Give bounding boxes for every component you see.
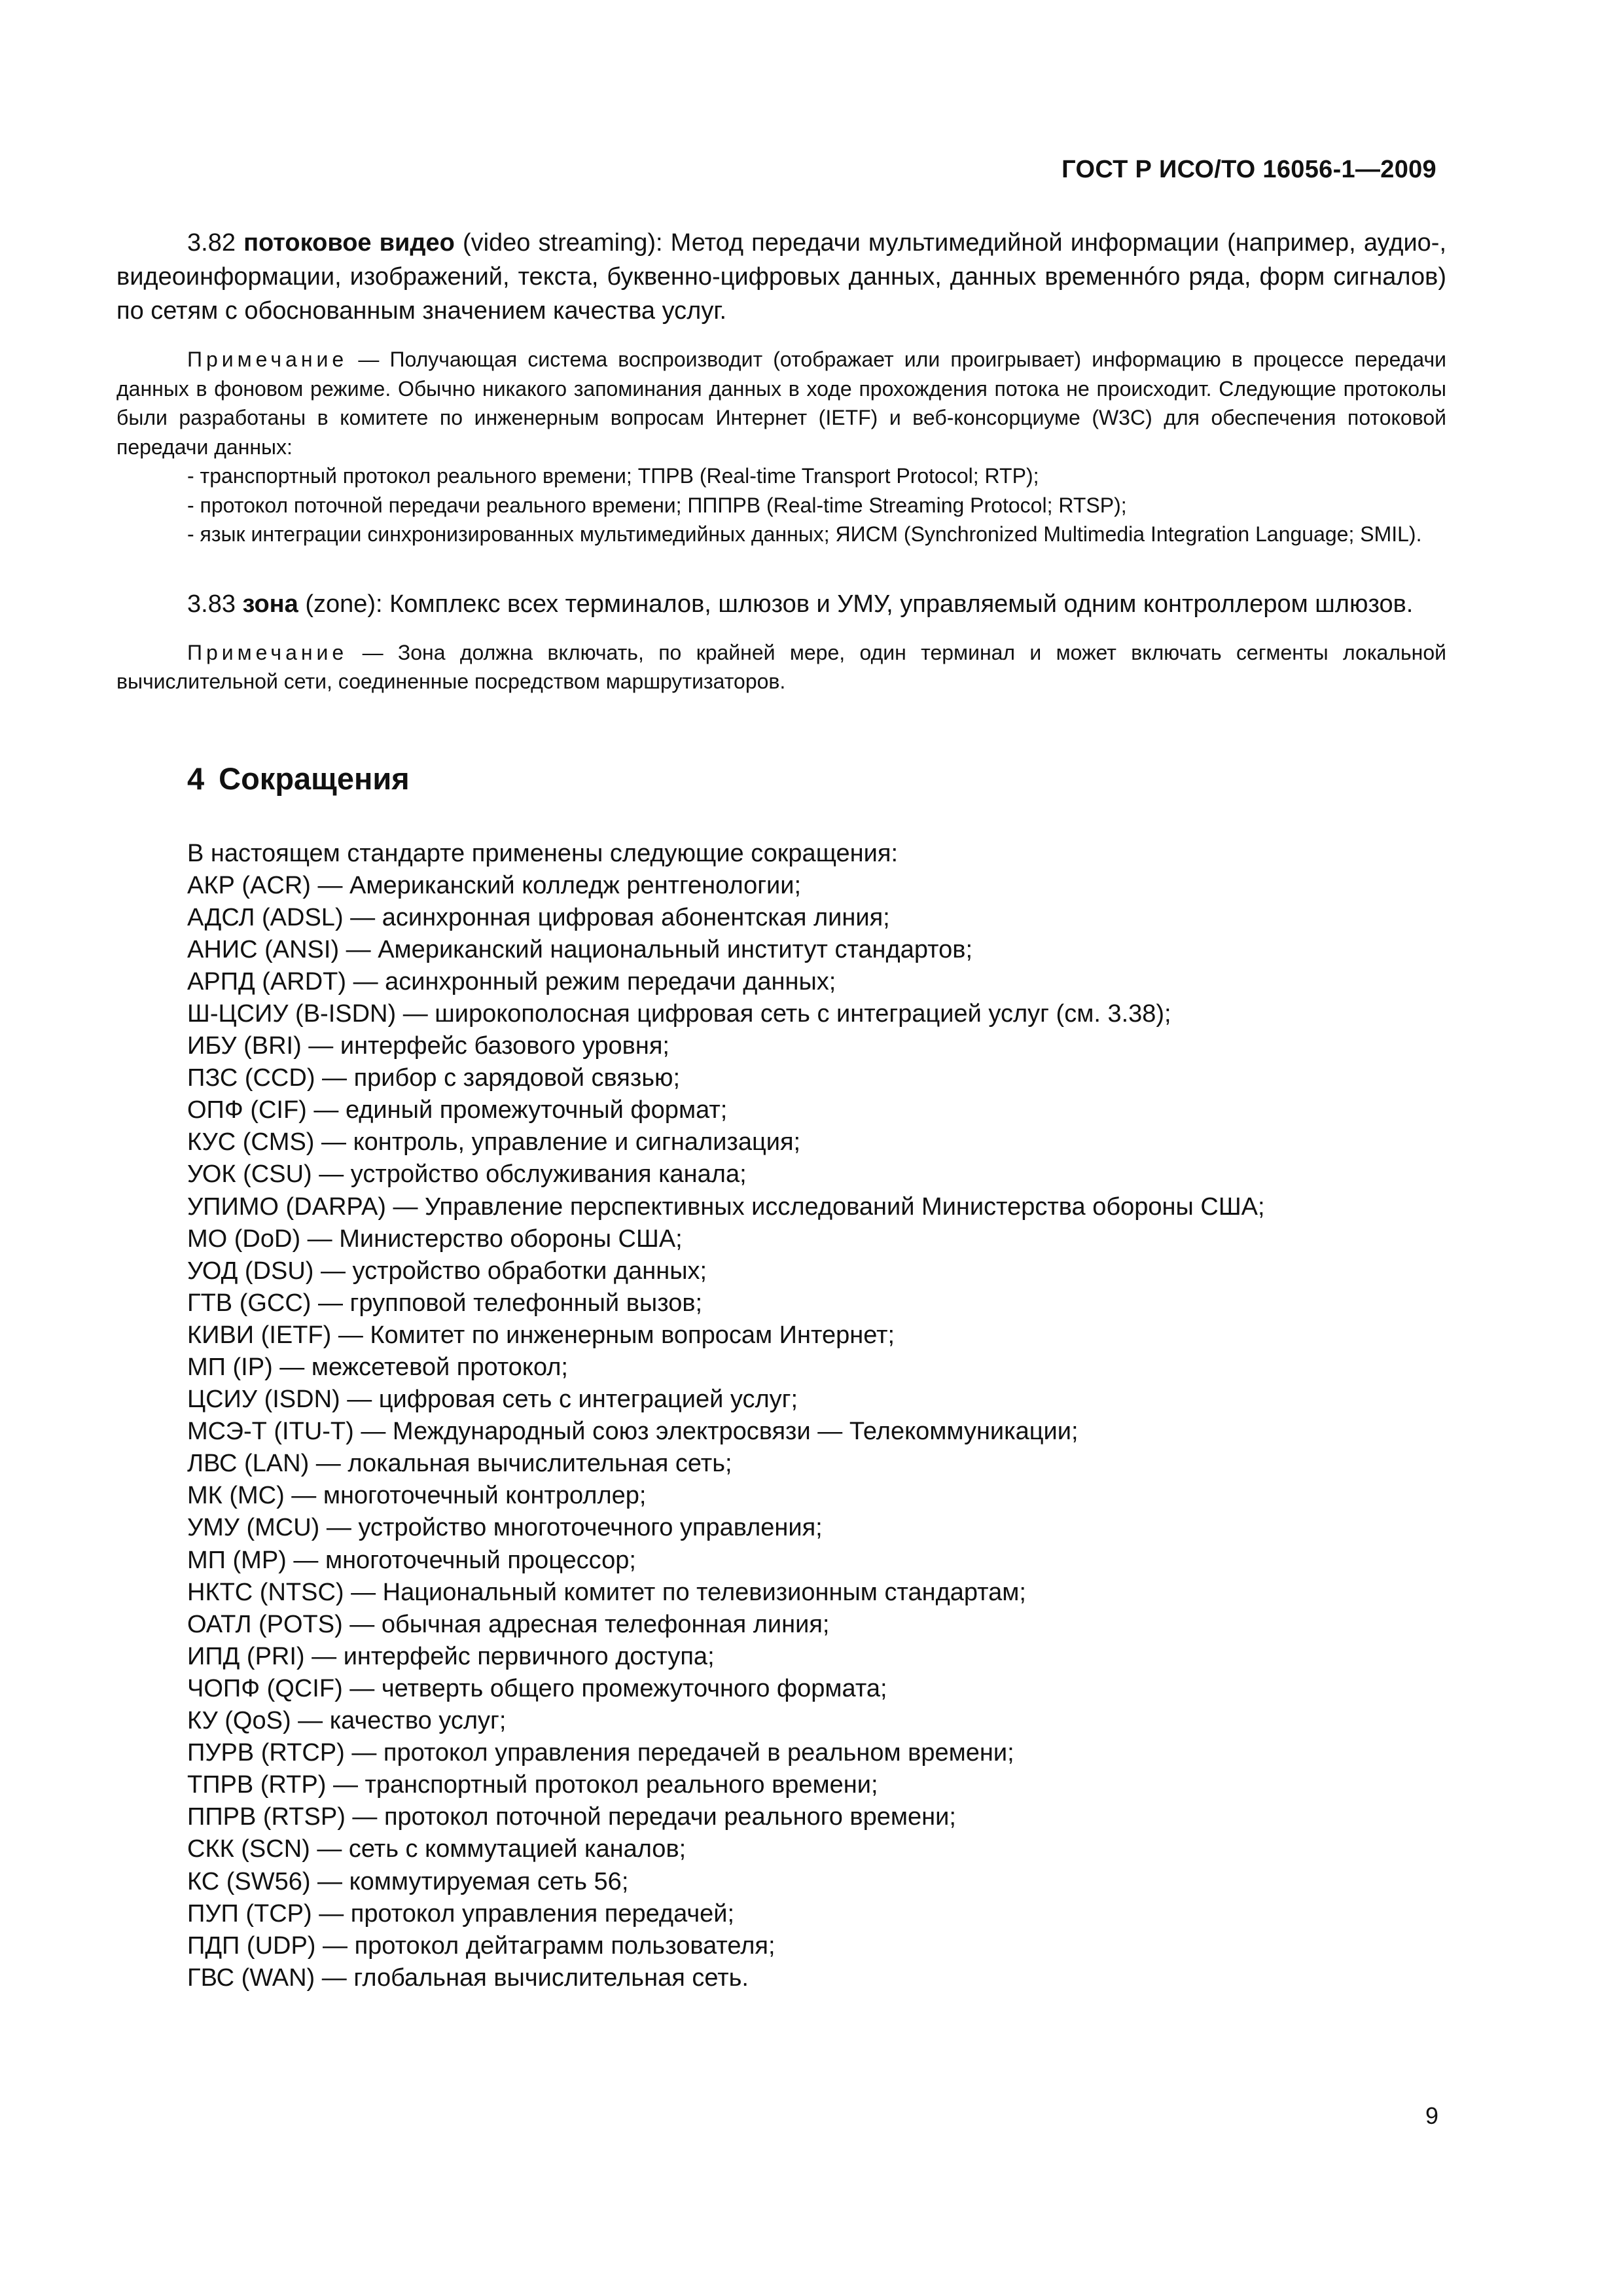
abbreviation-item: ОПФ (CIF) — единый промежуточный формат;: [187, 1096, 728, 1124]
abbreviation-item: УОК (CSU) — устройство обслуживания канала;: [187, 1160, 747, 1189]
term-name: потоковое видео: [243, 229, 455, 257]
term-number: 3.82: [187, 229, 236, 257]
abbreviation-item: АРПД (ARDT) — асинхронный режим передачи данных;: [187, 967, 836, 996]
note-list-item: - язык интеграции синхронизированных мультимедийных данных; ЯИСМ (Synchronized Multimedia Integration Language; SMIL).: [187, 522, 1422, 546]
term-name: зона: [242, 590, 298, 618]
abbreviation-item: ПДП (UDP) — протокол дейтаграмм пользователя;: [187, 1931, 776, 1960]
abbreviation-item: ППРВ (RTSP) — протокол поточной передачи реального времени;: [187, 1803, 956, 1831]
abbreviation-item: УПИМО (DARPA) — Управление перспективных исследований Министерства обороны США;: [187, 1193, 1265, 1221]
note-list-item: - протокол поточной передачи реального времени; ПППРВ (Real-time Streaming Protocol; RTSP);: [187, 493, 1127, 517]
section-number: 4: [187, 761, 205, 796]
abbreviation-item: ИБУ (BRI) — интерфейс базового уровня;: [187, 1032, 669, 1060]
term-definition: (video streaming): Метод передачи мультимедийной информации (например, аудио-, видеоинформации, изображений, текста, буквенно-цифровых данных, данных временнóго ряда, форм сигналов) по сетям с обоснованным значением качества услуг.: [116, 229, 1447, 325]
note-text: — Получающая система воспроизводит (отображает или проигрывает) информацию в процессе передачи данных в фоновом режиме. Обычно никакого запоминания данных в ходе прохождения потока не происходит. Следующие протоколы были разработаны в комитете по инженерным вопросам Интернет (IETF) и веб-консорциуме (W3C) для обеспечения потоковой передачи данных:: [116, 348, 1446, 459]
abbreviation-item: ЦСИУ (ISDN) — цифровая сеть с интеграцией услуг;: [187, 1386, 798, 1414]
term-definition: (zone): Комплекс всех терминалов, шлюзов и УМУ, управляемый одним контроллером шлюзов.: [298, 590, 1414, 618]
abbreviation-item: ОАТЛ (POTS) — обычная адресная телефонная линия;: [187, 1610, 830, 1638]
abbreviation-item: МСЭ-Т (ITU-T) — Международный союз электросвязи — Телекоммуникации;: [187, 1418, 1079, 1446]
note-list-item: - транспортный протокол реального времени; ТПРВ (Real-time Transport Protocol; RTP);: [187, 464, 1039, 488]
abbreviation-item: КУ (QoS) — качество услуг;: [187, 1707, 507, 1735]
abbreviation-item: ПУП (TCP) — протокол управления передачей;: [187, 1899, 735, 1928]
abbreviation-item: ИПД (PRI) — интерфейс первичного доступа;: [187, 1642, 715, 1670]
abbreviation-item: КУС (CMS) — контроль, управление и сигнализация;: [187, 1128, 801, 1157]
note-3-83: [116, 638, 1446, 696]
abbreviation-item: ТПРВ (RTP) — транспортный протокол реального времени;: [187, 1771, 878, 1799]
abbreviation-item: ЛВС (LAN) — локальная вычислительная сеть;: [187, 1450, 732, 1478]
abbreviation-item: АДСЛ (ADSL) — асинхронная цифровая абонентская линия;: [187, 903, 890, 931]
abbreviation-item: МП (IP) — межсетевой протокол;: [187, 1354, 568, 1381]
abbreviation-item: УОД (DSU) — устройство обработки данных;: [187, 1257, 707, 1285]
abbreviations-intro: В настоящем стандарте применены следующие сокращения:: [187, 839, 899, 867]
term-3-82: [116, 226, 1446, 328]
abbreviation-item: ПУРВ (RTCP) — протокол управления передачей в реальном времени;: [187, 1739, 1014, 1767]
abbreviation-item: ГВС (WAN) — глобальная вычислительная сеть.: [187, 1964, 749, 1992]
abbreviation-item: Ш-ЦСИУ (B-ISDN) — широкополосная цифровая сеть с интеграцией услуг (см. 3.38);: [187, 999, 1171, 1028]
abbreviation-item: АНИС (ANSI) — Американский национальный институт стандартов;: [187, 935, 973, 963]
abbreviation-item: КИВИ (IETF) — Комитет по инженерным вопросам Интернет;: [187, 1321, 895, 1349]
abbreviation-item: ПЗС (CCD) — прибор с зарядовой связью;: [187, 1064, 681, 1092]
abbreviation-item: АКР (ACR) — Американский колледж рентгенологии;: [187, 871, 802, 899]
abbreviation-item: МП (MP) — многоточечный процессор;: [187, 1546, 636, 1574]
section-heading: [187, 759, 1446, 798]
page-content: [116, 226, 1446, 1994]
note-3-82: [116, 345, 1446, 461]
abbreviation-item: НКТС (NTSC) — Национальный комитет по телевизионным стандартам;: [187, 1578, 1026, 1606]
abbreviation-item: ГТВ (GCC) — групповой телефонный вызов;: [187, 1289, 703, 1317]
term-number: 3.83: [187, 590, 236, 618]
note-text: — Зона должна включать, по крайней мере, один терминал и может включать сегменты локальной вычислительной сети, соединенные посредством маршрутизаторов.: [116, 640, 1446, 693]
abbreviation-item: МК (MC) — многоточечный контроллер;: [187, 1482, 647, 1510]
note-label: Примечание: [187, 640, 348, 664]
abbreviations-list: [187, 838, 1446, 1994]
abbreviation-item: КС (SW56) — коммутируемая сеть 56;: [187, 1867, 629, 1895]
abbreviation-item: МО (DoD) — Министерство обороны США;: [187, 1225, 683, 1253]
section-title: Сокращения: [219, 761, 410, 796]
note-label: Примечание: [187, 348, 348, 371]
abbreviation-item: ЧОПФ (QCIF) — четверть общего промежуточного формата;: [187, 1674, 887, 1702]
abbreviation-item: СКК (SCN) — сеть с коммутацией каналов;: [187, 1835, 687, 1863]
standard-code-header: ГОСТ Р ИСО/ТО 16056-1—2009: [1061, 156, 1436, 183]
page-number: 9: [1425, 2102, 1438, 2129]
abbreviation-item: УМУ (MCU) — устройство многоточечного управления;: [187, 1514, 823, 1542]
term-3-83: [116, 587, 1446, 621]
